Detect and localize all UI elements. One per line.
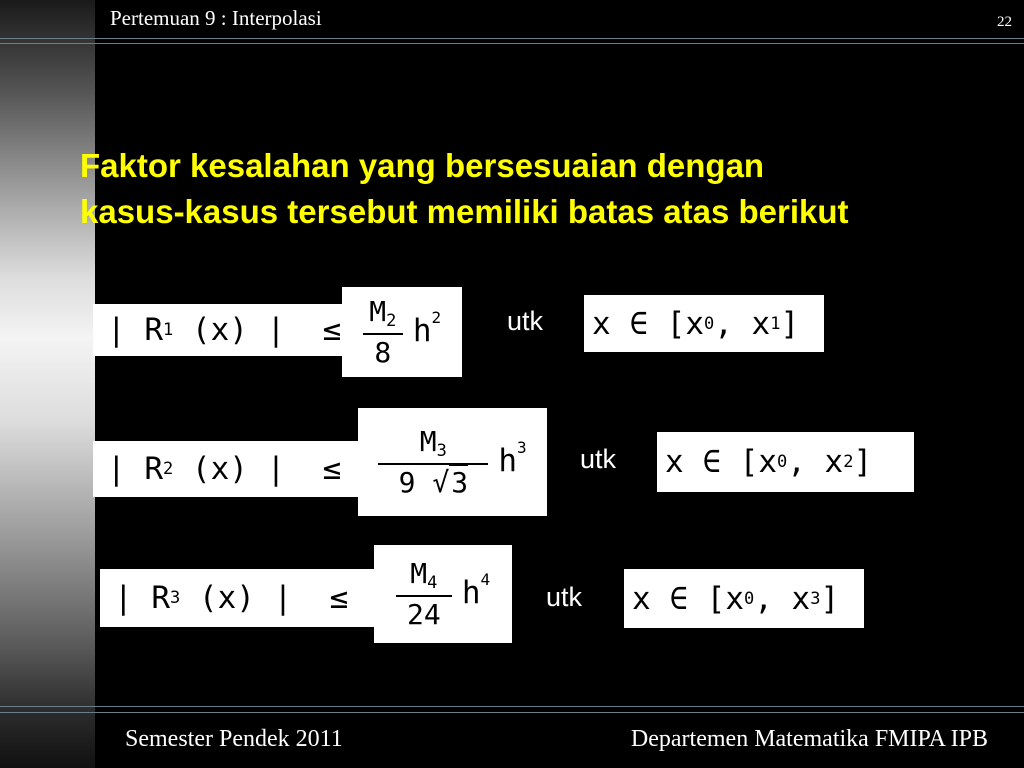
header-divider-bottom bbox=[0, 43, 1024, 44]
heading-line-1: Faktor kesalahan yang bersesuaian dengan bbox=[80, 147, 765, 184]
formula-3-lhs: | R 3 (x) | ≤ bbox=[100, 569, 380, 627]
formula-1-fraction: $\frac{M_2}{8}$ $h^2$ bbox=[342, 287, 462, 377]
formula-1-utk: utk bbox=[507, 306, 544, 336]
footer-right-text: Departemen Matematika FMIPA IPB bbox=[630, 726, 988, 752]
heading-line-2: kasus-kasus tersebut memiliki batas atas berikut bbox=[80, 193, 849, 230]
formula-3-utk: utk bbox=[546, 582, 583, 612]
footer-left-text: Semester Pendek 2011 bbox=[125, 726, 343, 752]
formula-2-range: x ∈ [x 0 , x 2 ] bbox=[657, 432, 914, 492]
formula-1-range: x ∈ [x 0 , x 1 ] bbox=[584, 295, 824, 352]
slide-heading bbox=[80, 143, 1020, 235]
formula-2-fraction: $\frac{M_3}{9 √3}$ $h^3$ bbox=[358, 408, 547, 516]
formula-2-lhs: | R 2 (x) | ≤ bbox=[93, 441, 363, 497]
slide-header-title: Pertemuan 9 : Interpolasi bbox=[110, 6, 322, 30]
header-divider-top bbox=[0, 38, 1024, 39]
page-number: 22 bbox=[997, 14, 1012, 30]
footer-divider-top bbox=[0, 706, 1024, 707]
left-gradient-bar bbox=[0, 0, 95, 768]
sqrt-symbol: √3 bbox=[432, 465, 469, 499]
formula-1-lhs: | R 1 (x) | ≤ bbox=[93, 304, 345, 356]
footer-divider-bottom bbox=[0, 712, 1024, 713]
formula-3-fraction: $\frac{M_4}{24}$ $h^4$ bbox=[374, 545, 512, 643]
formula-2-utk: utk bbox=[580, 444, 617, 474]
formula-3-range: x ∈ [x 0 , x 3 ] bbox=[624, 569, 864, 628]
